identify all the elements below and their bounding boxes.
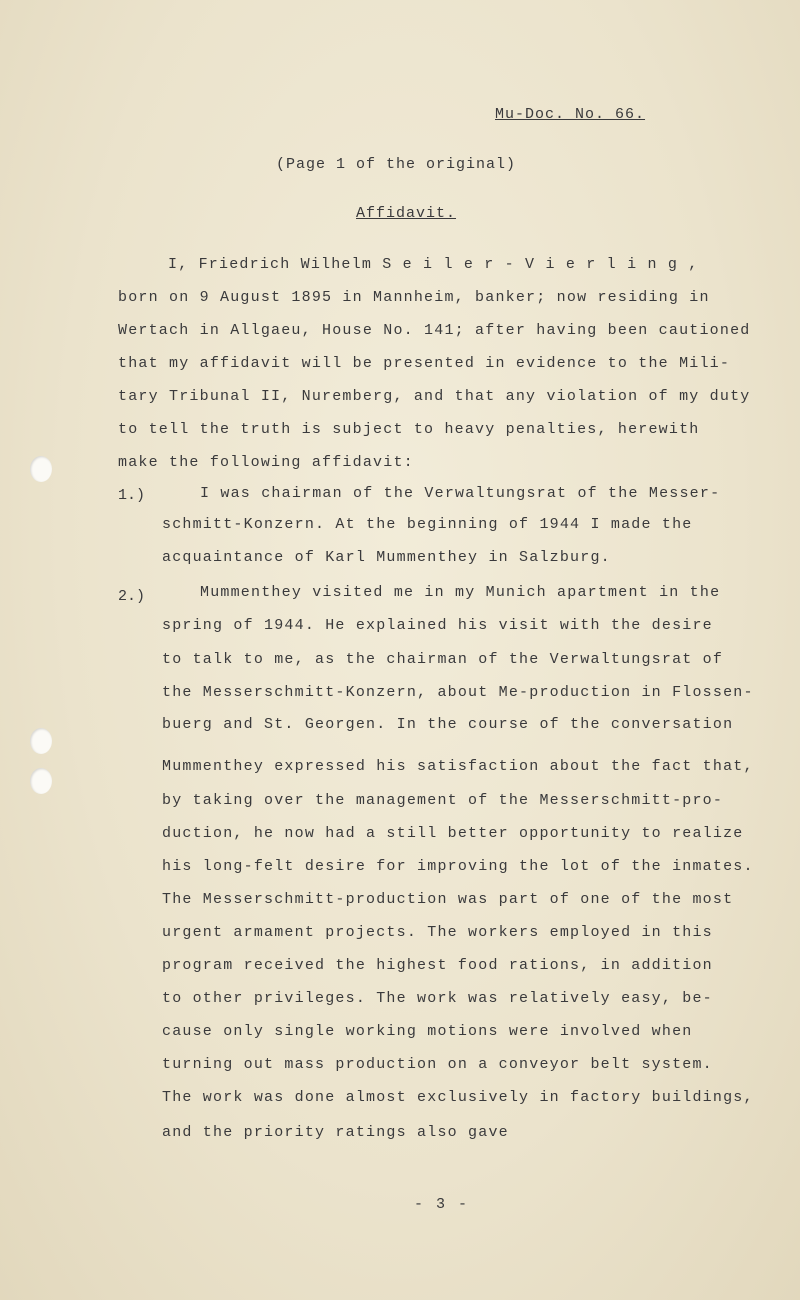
- section-line: The Messerschmitt-production was part of one of the most: [162, 891, 734, 908]
- section-line: Mummenthey expressed his satisfaction about the fact that,: [162, 758, 754, 775]
- section-line: and the priority ratings also gave: [162, 1124, 509, 1141]
- document-reference: Mu-Doc. No. 66.: [495, 106, 646, 123]
- punch-hole: [30, 456, 52, 482]
- section-line: spring of 1944. He explained his visit with the desire: [162, 617, 713, 634]
- intro-line: born on 9 August 1895 in Mannheim, banker; now residing in: [118, 289, 710, 306]
- document-title: Affidavit.: [356, 205, 457, 222]
- intro-line: I, Friedrich Wilhelm S e i l e r - V i e r l i n g ,: [168, 256, 699, 273]
- section-line: Mummenthey visited me in my Munich apartment in the: [200, 584, 721, 601]
- section-line: duction, he now had a still better opportunity to realize: [162, 825, 744, 842]
- section-line: to talk to me, as the chairman of the Verwaltungsrat of: [162, 651, 724, 668]
- punch-hole: [30, 728, 52, 754]
- section-line: I was chairman of the Verwaltungsrat of the Messer-: [200, 485, 721, 502]
- section-line: The work was done almost exclusively in factory buildings,: [162, 1089, 754, 1106]
- section-line: his long-felt desire for improving the lot of the inmates.: [162, 858, 754, 875]
- page-number: - 3 -: [414, 1196, 470, 1213]
- section-line: turning out mass production on a conveyor belt system.: [162, 1056, 713, 1073]
- section-line: program received the highest food rations, in addition: [162, 957, 713, 974]
- page-note: (Page 1 of the original): [276, 156, 517, 173]
- section-number: 2.): [118, 588, 146, 605]
- section-line: schmitt-Konzern. At the beginning of 1944 I made the: [162, 516, 693, 533]
- section-number: 1.): [118, 487, 146, 504]
- section-line: the Messerschmitt-Konzern, about Me-production in Flossen-: [162, 684, 754, 701]
- intro-line: to tell the truth is subject to heavy penalties, herewith: [118, 421, 700, 438]
- section-line: cause only single working motions were involved when: [162, 1023, 693, 1040]
- punch-hole: [30, 768, 52, 794]
- intro-line: make the following affidavit:: [118, 454, 414, 471]
- section-line: to other privileges. The work was relatively easy, be-: [162, 990, 713, 1007]
- intro-line: Wertach in Allgaeu, House No. 141; after having been cautioned: [118, 322, 751, 339]
- section-line: buerg and St. Georgen. In the course of the conversation: [162, 716, 734, 733]
- intro-line: tary Tribunal II, Nuremberg, and that any violation of my duty: [118, 388, 751, 405]
- intro-line: that my affidavit will be presented in evidence to the Mili-: [118, 355, 731, 372]
- section-line: acquaintance of Karl Mummenthey in Salzburg.: [162, 549, 611, 566]
- section-line: urgent armament projects. The workers employed in this: [162, 924, 713, 941]
- section-line: by taking over the management of the Messerschmitt-pro-: [162, 792, 724, 809]
